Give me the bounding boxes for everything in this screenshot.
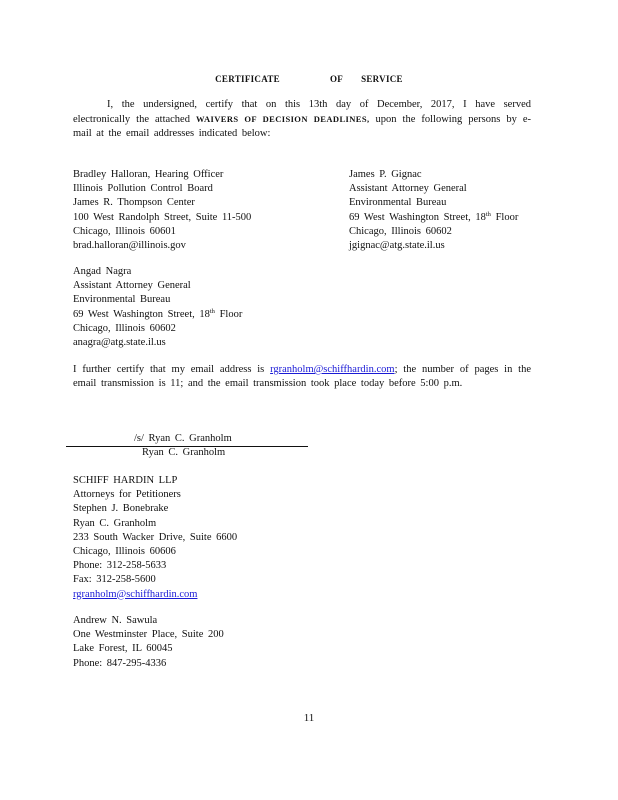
recipient-email: jgignac@atg.state.il.us: [349, 239, 445, 251]
firm-line: Chicago, Illinois 60606: [73, 545, 176, 557]
recipient-line: Bradley Halloran, Hearing Officer: [73, 169, 224, 180]
recipient-line: Chicago, Illinois 60601: [73, 225, 176, 237]
further-text-end: ; the number of pages in the email transmission is 11; and the email transmission took place today before 5:00 p.m.: [73, 364, 532, 389]
firm-line: Fax: 312-258-5600: [73, 574, 156, 586]
recipient-address: 69 West Washington Street, 18th Floor: [73, 307, 243, 320]
recipient-email: anagra@atg.state.il.us: [73, 336, 166, 348]
recipient-line: Illinois Pollution Control Board: [73, 183, 213, 195]
recipient-address: 69 West Washington Street, 18th Floor: [349, 210, 519, 223]
signature-slash-s: /s/ Ryan C. Granholm: [134, 433, 232, 444]
title-part-of: OF: [329, 74, 344, 84]
signature-name: Ryan C. Granholm: [142, 447, 226, 458]
firm-line: Ryan C. Granholm: [73, 517, 157, 529]
page-title: [0, 74, 618, 84]
further-text: I further certify that my email address is: [73, 364, 265, 375]
firm-email-link[interactable]: rgranholm@schiffhardin.com: [73, 588, 198, 600]
sawula-line: Lake Forest, IL 60045: [73, 643, 173, 655]
intro-paragraph: [73, 98, 531, 141]
sawula-line: Andrew N. Sawula: [73, 615, 158, 626]
recipient-line: Angad Nagra: [73, 266, 132, 277]
recipient-line: Chicago, Illinois 60602: [349, 225, 452, 237]
firm-block: [73, 474, 237, 602]
service-recipient-halloran: [73, 168, 251, 253]
sawula-line: Phone: 847-295-4336: [73, 657, 167, 669]
recipient-line: James R. Thompson Center: [73, 197, 195, 209]
email-link[interactable]: rgranholm@schiffhardin.com: [270, 364, 395, 375]
firm-line: Phone: 312-258-5633: [73, 560, 167, 572]
intro-text-end: upon the following persons by e-mail at the email addresses indicated below:: [73, 114, 532, 139]
service-recipient-nagra: [73, 265, 242, 350]
title-part-certificate: CERTIFICATE: [215, 74, 280, 84]
sawula-line: One Westminster Place, Suite 200: [73, 629, 224, 641]
recipient-line: Assistant Attorney General: [349, 183, 467, 195]
recipient-line: James P. Gignac: [349, 169, 422, 180]
title-part-service: SERVICE: [361, 74, 403, 84]
recipient-line: Assistant Attorney General: [73, 280, 191, 292]
recipient-line: Environmental Bureau: [73, 294, 171, 306]
recipient-email: brad.halloran@illinois.gov: [73, 239, 186, 251]
further-certify-paragraph: [73, 363, 531, 391]
recipient-line: 100 West Randolph Street, Suite 11-500: [73, 211, 252, 223]
intro-document-title: WAIVERS OF DECISION DEADLINES,: [196, 114, 370, 124]
sawula-block: [73, 614, 224, 671]
firm-line: Attorneys for Petitioners: [73, 489, 181, 501]
firm-line: SCHIFF HARDIN LLP: [73, 475, 178, 486]
page-number: 11: [303, 712, 315, 724]
recipient-line: Chicago, Illinois 60602: [73, 322, 176, 334]
recipient-line: Environmental Bureau: [349, 197, 447, 209]
service-recipient-gignac: [349, 168, 518, 253]
intro-text: I, the undersigned, certify that on this 13th day of December, 2017, I have served electronically the attached: [73, 99, 531, 125]
firm-line: 233 South Wacker Drive, Suite 6600: [73, 531, 238, 543]
firm-line: Stephen J. Bonebrake: [73, 503, 169, 515]
